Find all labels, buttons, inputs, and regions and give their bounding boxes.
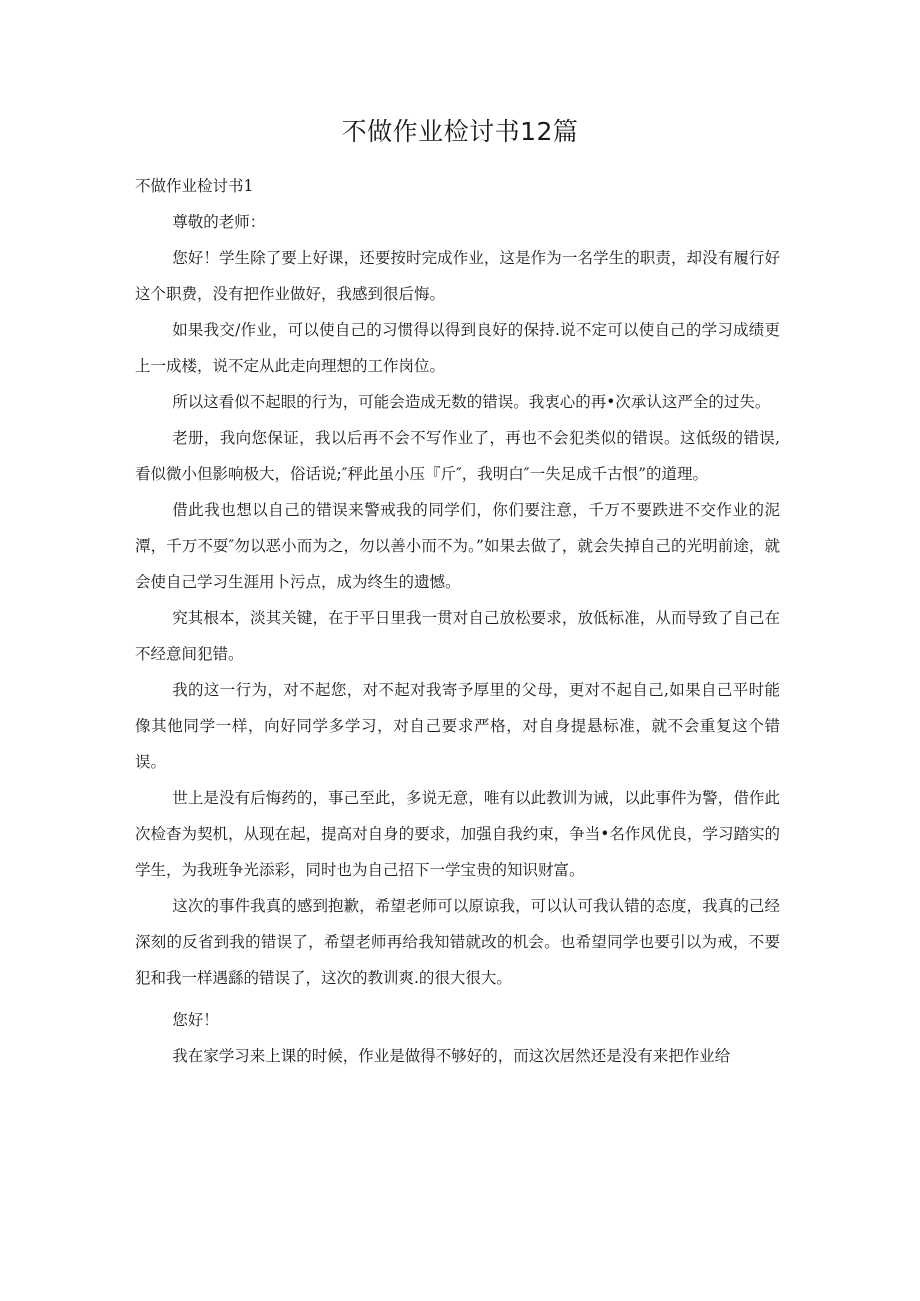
paragraph: 如果我交/作业，可以使自己的习惯得以得到良好的保持.说不定可以使自己的学习成绩更上一成楼，说不定从此走向理想的工作岗位。 [135,321,780,375]
paragraph: 借此我也想以自己的错误来警戒我的同学们，你们要注意，千万不要跌进不交作业的泥潭，千万不耍″勿以恶小而为之，勿以善小而不为。”如果去做了，就会失掉自己的光明前途，就会使自己学习生涯用卜污点，成为终生的遗憾。 [135,501,780,591]
paragraph: 所以这看似不起眼的行为，可能会造成无数的错误。我衷心的再•次承认这严全的过失。 [172,393,771,411]
section-heading: 不做作业检讨书1 [135,177,254,195]
paragraph: 这次的事件我真的感到抱歉，希望老师可以原谅我，可以认可我认错的态度，我真的己经深刻的反省到我的错误了，希望老师再给我知错就改的机会。也希望同学也要引以为戒，不要犯和我一样遇繇的错误了，这次的教训爽.的很大很大。 [135,897,780,987]
document-title: 不做作业检讨书12篇 [341,117,579,146]
paragraph: 我在家学习来上课的时候，作业是做得不够好的，而这次居然还是没有来把作业给 [172,1047,731,1065]
salutation: 尊敬的老师： [172,213,266,231]
paragraph: 究其根本，淡其关键，在于平日里我一贯对自己放松要求，放低标准，从而导致了自己在不经意间犯错。 [135,609,780,663]
paragraph: 世上是没有后悔药的，事己至此，多说无意，唯有以此教训为诫，以此事件为警，借作此次检杳为契机，从现在起，提高对自身的要求，加强自我约束，争当•名作风优良，学习踏实的学生，为我班争光添彩，同时也为自己招下一学宝贵的知识财富。 [135,789,780,879]
document-body [135,168,780,1074]
second-greeting: 您好！ [172,1011,219,1029]
paragraph: 我的这一行为，对不起您，对不起对我寄予厚里的父母，更对不起自己,如果自己平时能像其他同学一样，向好同学多学习，对自己要求严格，对自身提悬标准，就不会重复这个错误。 [135,681,780,771]
paragraph: 老册，我向您保证，我以后再不会不写作业了，再也不会犯类似的错误。这低级的错误,看似微小但影响极大，俗话说;″秤此虽小压『斤″，我明白″一失足成千古恨”的道理。 [135,429,780,483]
paragraph: 您好！学生除了要上好课，还要按时完成作业，这是作为一名学生的职责，却没有履行好这个职费，没有把作业做好，我感到很后悔。 [135,249,780,303]
